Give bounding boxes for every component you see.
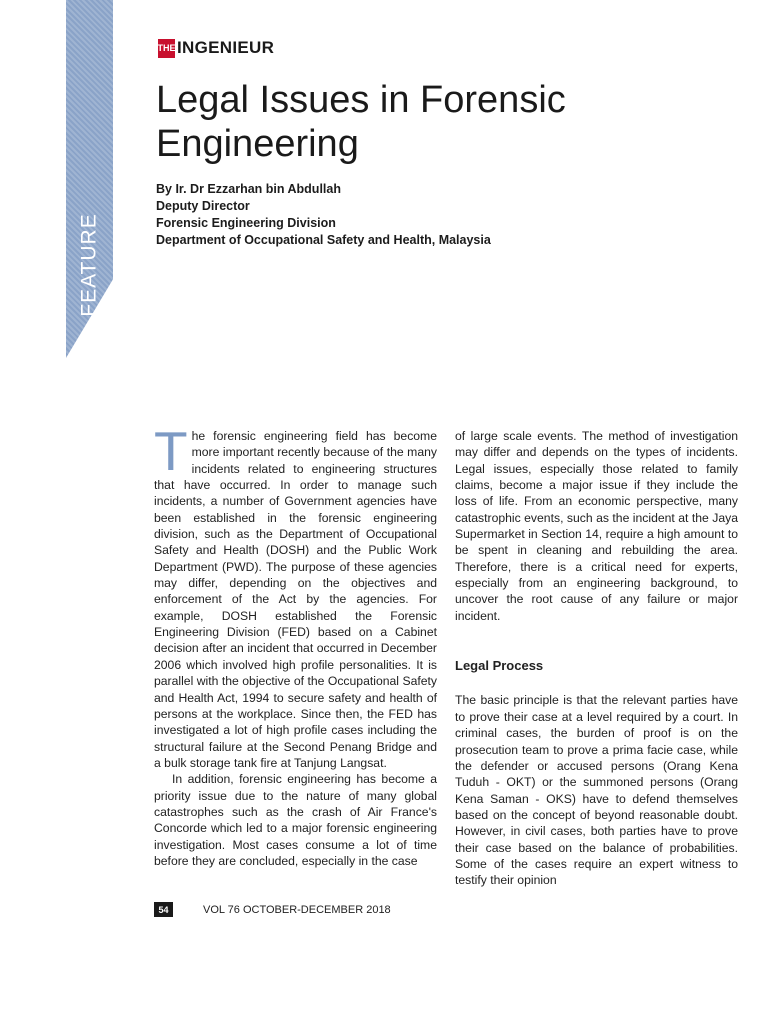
article-column-right [455,428,738,889]
byline-position: Deputy Director [156,199,250,213]
issue-info: VOL 76 OCTOBER-DECEMBER 2018 [203,903,391,916]
intro-text: he forensic engineering field has become more important recently because of the many incidents related to engineering structures that have occurred. In order to manage such incidents, a number of Government agencies have been established in the forensic engineering division, such as the Department of Occupational Safety and Health (DOSH) and the Public Work Department (PWD). The purpose of these agencies may differ, depending on the objectives and enforcement of the Act by the agencies. For example, DOSH established the Forensic Engineering Division (FED) based on a Cabinet decision after an incident that occurred in December 2006 which involved high profile personalities. It is parallel with the objective of the Occupational Safety and Health Act, 1994 to secure safety and health of persons at the workplace. Since then, the FED has investigated a lot of high profile cases including the structural failure at the Second Penang Bridge and a bulk storage tank fire at Tanjung Langsat. [154,429,437,770]
article-title: Legal Issues in Forensic Engineering [156,79,566,165]
magazine-logo [158,38,274,58]
byline-department: Department of Occupational Safety and Health, Malaysia [156,233,491,247]
feature-label-wrap [66,213,113,317]
paragraph-3: of large scale events. The method of investigation may differ and depends on the types of incidents. Legal issues, especially those related to family claims, become a major issue if they include the loss of life. From an economic perspective, many catastrophic events, such as the incident at the Jaya Supermarket in Section 14, require a high amount to be spent in cleaning and rebuilding the area. Therefore, there is a critical need for experts, especially from an engineering background, to uncover the root cause of any failure or major incident. [455,429,738,623]
feature-label: FEATURE [77,213,101,317]
article-column-left [154,420,437,869]
paragraph-4: The basic principle is that the relevant parties have to prove their case at a level required by a court. In criminal cases, the burden of proof is on the prosecution team to prove a prima facie case, while the defender or accused persons (Orang Kena Tuduh - OKT) or the summoned persons (Orang Kena Saman - OKS) have to defend themselves based on the concept of beyond reasonable doubt. However, in civil cases, both parties have to prove their case based on the balance of probabilities. Some of the cases require an expert witness to testify their opinion [455,693,738,888]
page-footer [154,902,391,917]
byline [156,181,491,249]
intro-paragraph [154,420,437,771]
byline-division: Forensic Engineering Division [156,216,336,230]
logo-prefix: THE [158,39,175,58]
section-heading: Legal Process [455,658,544,674]
paragraph-2: In addition, forensic engineering has become a priority issue due to the nature of many global catastrophes such as the crash of Air France's Concorde which led to a major forensic engineering investigation. Most cases consume a lot of time before they are concluded, especially in the case [154,772,437,868]
drop-cap: T [154,420,188,482]
logo-name: INGENIEUR [177,38,275,57]
byline-author: By Ir. Dr Ezzarhan bin Abdullah [156,182,341,196]
page-number: 54 [154,902,173,917]
